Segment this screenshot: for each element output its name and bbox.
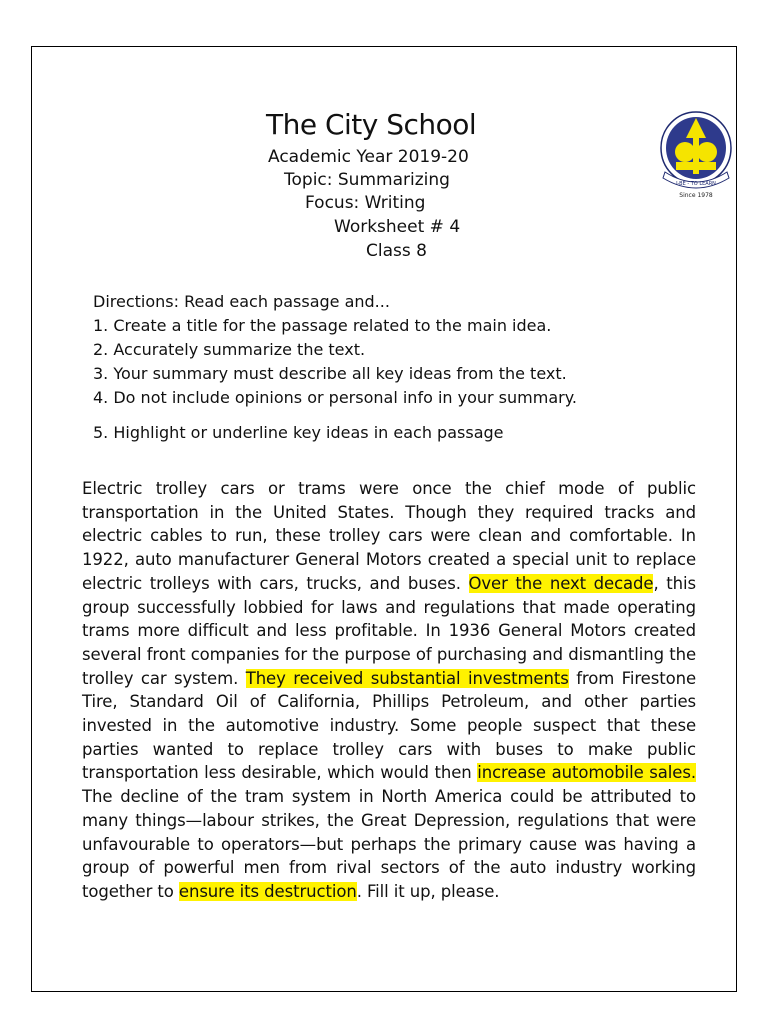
- reading-passage: [82, 477, 696, 904]
- academic-year: Academic Year 2019-20: [268, 147, 469, 167]
- directions-block: [93, 290, 693, 445]
- highlighted-key-idea: ensure its destruction: [178, 881, 357, 901]
- highlighted-key-idea: increase automobile sales.: [477, 763, 696, 783]
- class-line: Class 8: [366, 241, 427, 261]
- passage-text: . Fill it up, please.: [356, 881, 500, 901]
- passage-text: The decline of the tram system in North America could be attributed to many things—labour strikes, the Great Depression, regulations that were unfavourable to operators—but perhaps the primary cause was having a group of powerful men from rival sectors of the auto industry working together to: [82, 787, 696, 901]
- direction-item: 2. Accurately summarize the text.: [93, 340, 366, 359]
- direction-item: 5. Highlight or underline key ideas in each passage: [93, 423, 504, 442]
- direction-item: 4. Do not include opinions or personal info in your summary.: [93, 388, 577, 407]
- school-logo-icon: [651, 108, 747, 204]
- worksheet-number: Worksheet # 4: [334, 217, 461, 237]
- topic-line: Topic: Summarizing: [284, 170, 450, 190]
- passage-text: Electric trolley cars or trams were once the chief mode of public transportation in the United States. Though they required tracks and electric cables to run, these trolley cars were clean and comfortable. In 1922, auto manufacturer General Motors created a special unit to replace electric trolleys with cars, trucks, and buses.: [82, 479, 696, 593]
- highlighted-key-idea: Over the next decade: [468, 573, 654, 593]
- direction-item: 1. Create a title for the passage related to the main idea.: [93, 316, 552, 335]
- school-name: The City School: [266, 108, 477, 141]
- logo-motto: I-BE - TO LEARN: [676, 181, 716, 187]
- directions-intro: Directions: Read each passage and...: [93, 292, 390, 311]
- focus-line: Focus: Writing: [305, 193, 426, 213]
- logo-since: Since 1978: [679, 192, 713, 199]
- direction-item: 3. Your summary must describe all key ideas from the text.: [93, 364, 567, 383]
- passage-text: , this group successfully lobbied for laws and regulations that made operating trams more difficult and less profitable. In 1936 General Motors created several front companies for the purpose of purchasing and dismantling the trolley car system.: [82, 573, 696, 688]
- passage-text: from Firestone Tire, Standard Oil of California, Phillips Petroleum, and other parties invested in the automotive industry. Some people suspect that these parties wanted to replace trolley cars with buses to make public transportation less desirable, which would then: [82, 668, 696, 783]
- highlighted-key-idea: They received substantial investments: [245, 668, 569, 688]
